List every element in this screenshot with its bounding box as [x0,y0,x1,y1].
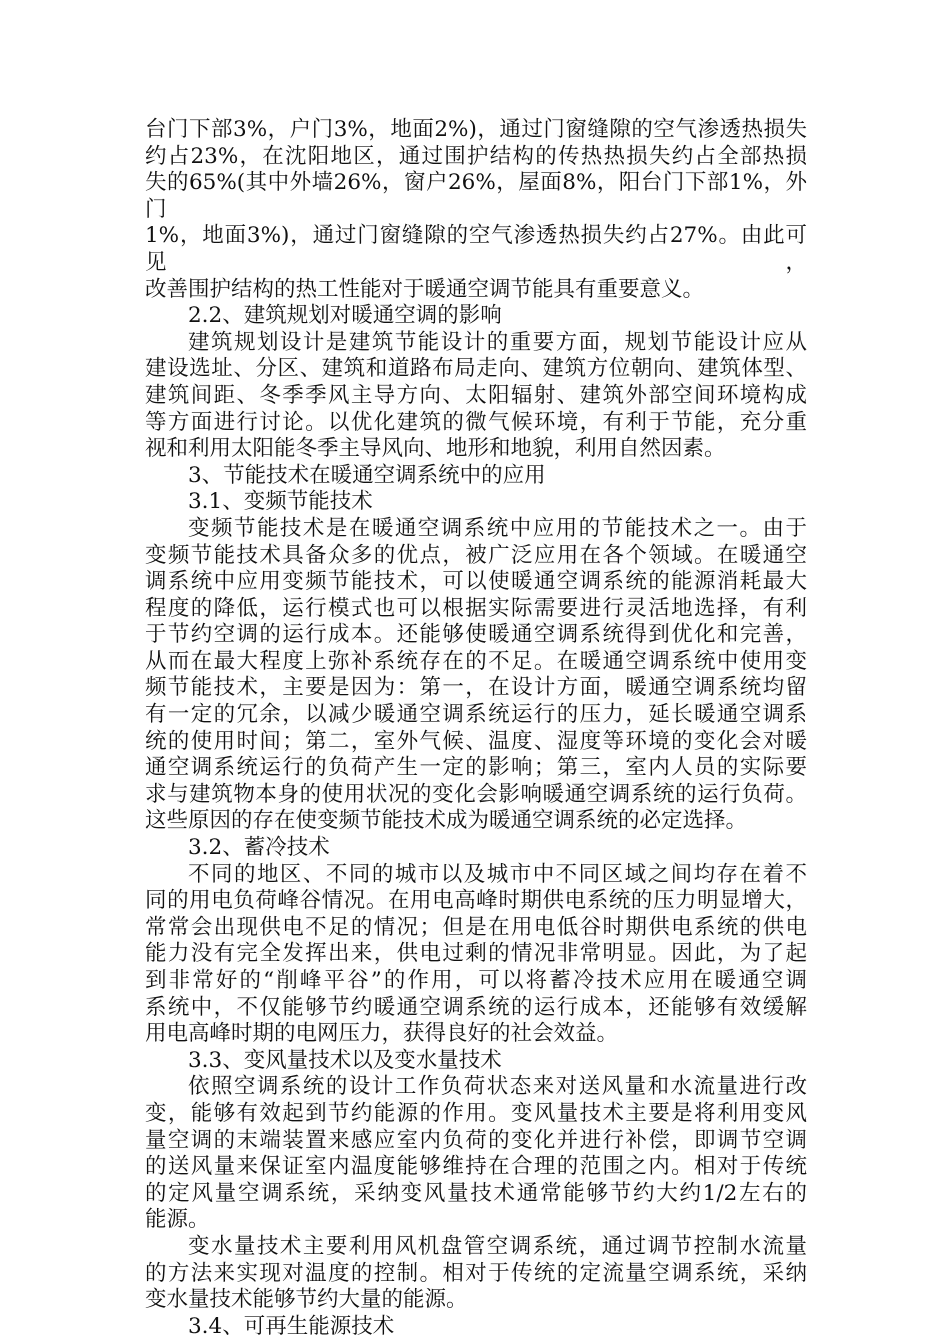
body-text-line: 台门下部3%，户门3%，地面2%)，通过门窗缝隙的空气渗透热损失 [145,117,807,142]
body-text-line: 约占23%，在沈阳地区，通过围护结构的传热热损失约占全部热损 [145,143,807,169]
body-text-line: 视和利用太阳能冬季主导风向、地形和地貌，利用自然因素。 [145,436,726,462]
body-text-line: 同的用电负荷峰谷情况。在用电高峰时期供电系统的压力明显增大， [145,888,807,914]
body-text-line: 的送风量来保证室内温度能够维持在合理的范围之内。相对于传统 [145,1154,807,1180]
body-text-line: 能力没有完全发挥出来，供电过剩的情况非常明显。因此，为了起 [145,941,807,967]
body-text-line: 等方面进行讨论。以优化建筑的微气候环境，有利于节能，充分重 [145,409,807,435]
body-text-line: 1%，地面3%)，通过门窗缝隙的空气渗透热损失约占27%。由此可见， [145,223,807,275]
body-text-line: 建筑规划设计是建筑节能设计的重要方面，规划节能设计应从 [188,329,807,355]
body-text-line: 通空调系统运行的负荷产生一定的影响；第三，室内人员的实际要 [145,755,807,781]
body-text-line: 改善围护结构的热工性能对于暖通空调节能具有重要意义。 [145,276,705,302]
section-heading: 3.3、变风量技术以及变水量技术 [188,1047,502,1073]
body-text-line: 变频节能技术具备众多的优点，被广泛应用在各个领域。在暖通空 [145,542,807,568]
body-text-line: 调系统中应用变频节能技术，可以使暖通空调系统的能源消耗最大 [145,569,807,595]
body-text-line: 变，能够有效起到节约能源的作用。变风量技术主要是将利用变风 [145,1100,807,1126]
body-text-line: 不同的地区、不同的城市以及城市中不同区域之间均存在着不 [188,861,807,887]
body-text-line: 常常会出现供电不足的情况；但是在用电低谷时期供电系统的供电 [145,914,807,940]
body-text-line: 变水量技术主要利用风机盘管空调系统，通过调节控制水流量 [188,1233,807,1259]
section-heading: 3.2、蓄冷技术 [188,835,330,861]
section-heading: 3.1、变频节能技术 [188,489,373,515]
section-heading: 3.4、可再生能源技术 [188,1313,395,1339]
body-text-line: 的定风量空调系统，采纳变风量技术通常能够节约大约1/2左右的 [145,1180,807,1206]
body-text-line: 这些原因的存在使变频节能技术成为暖通空调系统的必定选择。 [145,808,748,834]
body-text-line: 依照空调系统的设计工作负荷状态来对送风量和水流量进行改 [188,1074,807,1100]
body-text-line: 建设选址、分区、建筑和道路布局走向、建筑方位朝向、建筑体型、 [145,356,807,382]
section-heading: 2.2、建筑规划对暖通空调的影响 [188,303,502,329]
body-text-line: 失的65%(其中外墙26%，窗户26%，屋面8%，阳台门下部1%，外门 [145,170,807,222]
body-text-line: 到非常好的“削峰平谷”的作用，可以将蓄冷技术应用在暖通空调 [145,968,807,993]
body-text-line: 变水量技术能够节约大量的能源。 [145,1287,468,1313]
body-text-line: 的方法来实现对温度的控制。相对于传统的定流量空调系统，采纳 [145,1260,807,1286]
body-text-line: 从而在最大程度上弥补系统存在的不足。在暖通空调系统中使用变 [145,648,807,674]
body-text-line: 量空调的末端装置来感应室内负荷的变化并进行补偿，即调节空调 [145,1127,807,1153]
body-text-line: 能源。 [145,1207,210,1233]
body-text-line: 于节约空调的运行成本。还能够使暖通空调系统得到优化和完善， [145,622,807,648]
body-text-line: 频节能技术，主要是因为：第一，在设计方面，暖通空调系统均留 [145,675,807,701]
body-text-line: 用电高峰时期的电网压力，获得良好的社会效益。 [145,1021,619,1047]
body-text-line: 程度的降低，运行模式也可以根据实际需要进行灵活地选择，有利 [145,595,807,621]
body-text-line: 有一定的冗余，以减少暖通空调系统运行的压力，延长暖通空调系 [145,702,807,728]
section-heading: 3、节能技术在暖通空调系统中的应用 [188,462,546,488]
document-page [145,117,807,1340]
body-text-line: 求与建筑物本身的使用状况的变化会影响暖通空调系统的运行负荷。 [145,781,807,807]
body-text-line: 变频节能技术是在暖通空调系统中应用的节能技术之一。由于 [188,515,807,541]
body-text-line: 系统中，不仅能够节约暖通空调系统的运行成本，还能够有效缓解 [145,994,807,1020]
body-text-line: 建筑间距、冬季季风主导方向、太阳辐射、建筑外部空间环境构成 [145,382,807,408]
body-text-line: 统的使用时间；第二，室外气候、温度、湿度等环境的变化会对暖 [145,728,807,754]
